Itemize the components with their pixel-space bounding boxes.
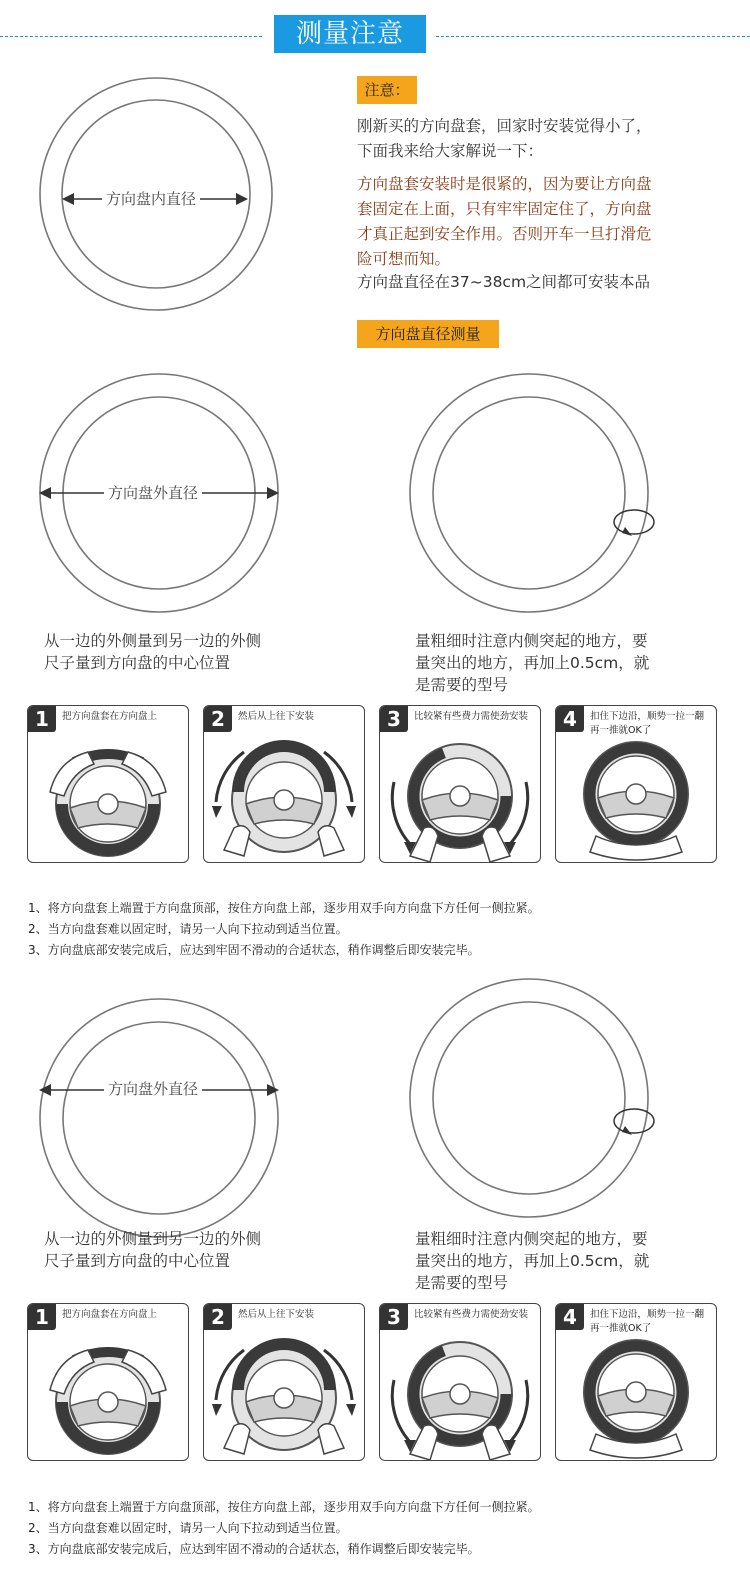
intro-line-2: 下面我来给大家解说一下：	[357, 142, 544, 160]
note-line: 2、当方向盘套难以固定时，请另一人向下拉动到适当位置。	[28, 1521, 348, 1535]
step-text: 把方向盘套在方向盘上	[62, 1309, 158, 1320]
thickness-caption-line-3: 是需要的型号	[415, 1274, 509, 1292]
steering-wheel-illustration	[28, 1330, 188, 1460]
thickness-measure-caption	[415, 630, 649, 696]
header-divider-right	[436, 36, 750, 37]
step-number: 3	[380, 1304, 408, 1330]
note-line: 1、将方向盘套上端置于方向盘顶部，按住方向盘上部，逐步用双手向方向盘下方任何一侧拉紧。	[28, 901, 540, 915]
body-line-4: 险可想而知。	[357, 250, 451, 268]
outer-measure-caption	[44, 1228, 261, 1272]
thickness-caption-line-3: 是需要的型号	[415, 676, 509, 694]
step-text: 比较紧有些费力需使劲安装	[414, 1309, 529, 1320]
step-number: 2	[204, 1304, 232, 1330]
steering-wheel-illustration	[556, 732, 716, 862]
step-text: 比较紧有些费力需使劲安装	[414, 711, 529, 722]
inner-diameter-label: 方向盘内直径	[102, 188, 200, 209]
steering-wheel-illustration	[204, 1330, 364, 1460]
step-text: 扣住下边沿，顺势一拉一翻再一推就OK了	[590, 711, 705, 736]
header-divider-left	[0, 36, 262, 37]
steering-wheel-illustration	[204, 732, 364, 862]
body-line-1: 方向盘套安装时是很紧的，因为要让方向盘	[357, 175, 652, 193]
measure-tag: 方向盘直径测量	[357, 320, 499, 348]
outer-diameter-ring	[36, 995, 282, 1241]
install-step-1	[27, 1303, 189, 1461]
size-range-text: 方向盘直径在37~38cm之间都可安装本品	[357, 273, 651, 291]
thickness-caption-line-1: 量粗细时注意内侧突起的地方，要	[415, 1230, 648, 1248]
outer-caption-line-1: 从一边的外侧量到另一边的外侧	[44, 632, 262, 650]
install-step-4	[555, 1303, 717, 1461]
notice-body	[357, 172, 652, 272]
step-number: 3	[380, 706, 408, 732]
notice-intro	[357, 114, 652, 164]
install-step-1	[27, 705, 189, 863]
outer-measure-caption	[44, 630, 261, 674]
step-text: 然后从上往下安装	[238, 1309, 315, 1320]
thickness-measure-caption	[415, 1228, 649, 1294]
thickness-caption-line-2: 量突出的地方，再加上0.5cm，就	[415, 654, 650, 672]
thickness-ring	[406, 975, 666, 1221]
note-line: 2、当方向盘套难以固定时，请另一人向下拉动到适当位置。	[28, 922, 348, 936]
install-step-3	[379, 705, 541, 863]
install-notes	[28, 1497, 540, 1560]
install-step-2	[203, 705, 365, 863]
outer-caption-line-1: 从一边的外侧量到另一边的外侧	[44, 1230, 262, 1248]
notice-tag: 注意：	[357, 76, 417, 104]
step-number: 1	[28, 706, 56, 732]
thickness-caption-line-2: 量突出的地方，再加上0.5cm，就	[415, 1252, 650, 1270]
install-step-3	[379, 1303, 541, 1461]
step-text: 把方向盘套在方向盘上	[62, 711, 158, 722]
outer-caption-line-2: 尺子量到方向盘的中心位置	[44, 1252, 231, 1270]
step-text: 然后从上往下安装	[238, 711, 315, 722]
install-step-4	[555, 705, 717, 863]
install-notes	[28, 898, 540, 961]
step-number: 4	[556, 706, 584, 732]
note-line: 1、将方向盘套上端置于方向盘顶部，按住方向盘上部，逐步用双手向方向盘下方任何一侧拉紧。	[28, 1500, 540, 1514]
steering-wheel-illustration	[28, 732, 188, 862]
step-number: 4	[556, 1304, 584, 1330]
step-number: 1	[28, 1304, 56, 1330]
steering-wheel-illustration	[380, 732, 540, 862]
steering-wheel-illustration	[380, 1330, 540, 1460]
outer-caption-line-2: 尺子量到方向盘的中心位置	[44, 654, 231, 672]
body-line-3: 才真正起到安全作用。否则开车一旦打滑危	[357, 225, 652, 243]
outer-diameter-label: 方向盘外直径	[104, 1078, 202, 1099]
thickness-ring	[406, 370, 666, 616]
install-step-2	[203, 1303, 365, 1461]
note-line: 3、方向盘底部安装完成后，应达到牢固不滑动的合适状态，稍作调整后即安装完毕。	[28, 1542, 480, 1556]
steering-wheel-illustration	[556, 1330, 716, 1460]
note-line: 3、方向盘底部安装完成后，应达到牢固不滑动的合适状态，稍作调整后即安装完毕。	[28, 943, 480, 957]
outer-diameter-label: 方向盘外直径	[104, 482, 202, 503]
body-line-2: 套固定在上面，只有牢牢固定住了，方向盘	[357, 200, 652, 218]
thickness-caption-line-1: 量粗细时注意内侧突起的地方，要	[415, 632, 648, 650]
step-text: 扣住下边沿，顺势一拉一翻再一推就OK了	[590, 1309, 705, 1334]
step-number: 2	[204, 706, 232, 732]
intro-line-1: 刚新买的方向盘套，回家时安装觉得小了，	[357, 117, 652, 135]
page-title: 测量注意	[274, 15, 426, 53]
